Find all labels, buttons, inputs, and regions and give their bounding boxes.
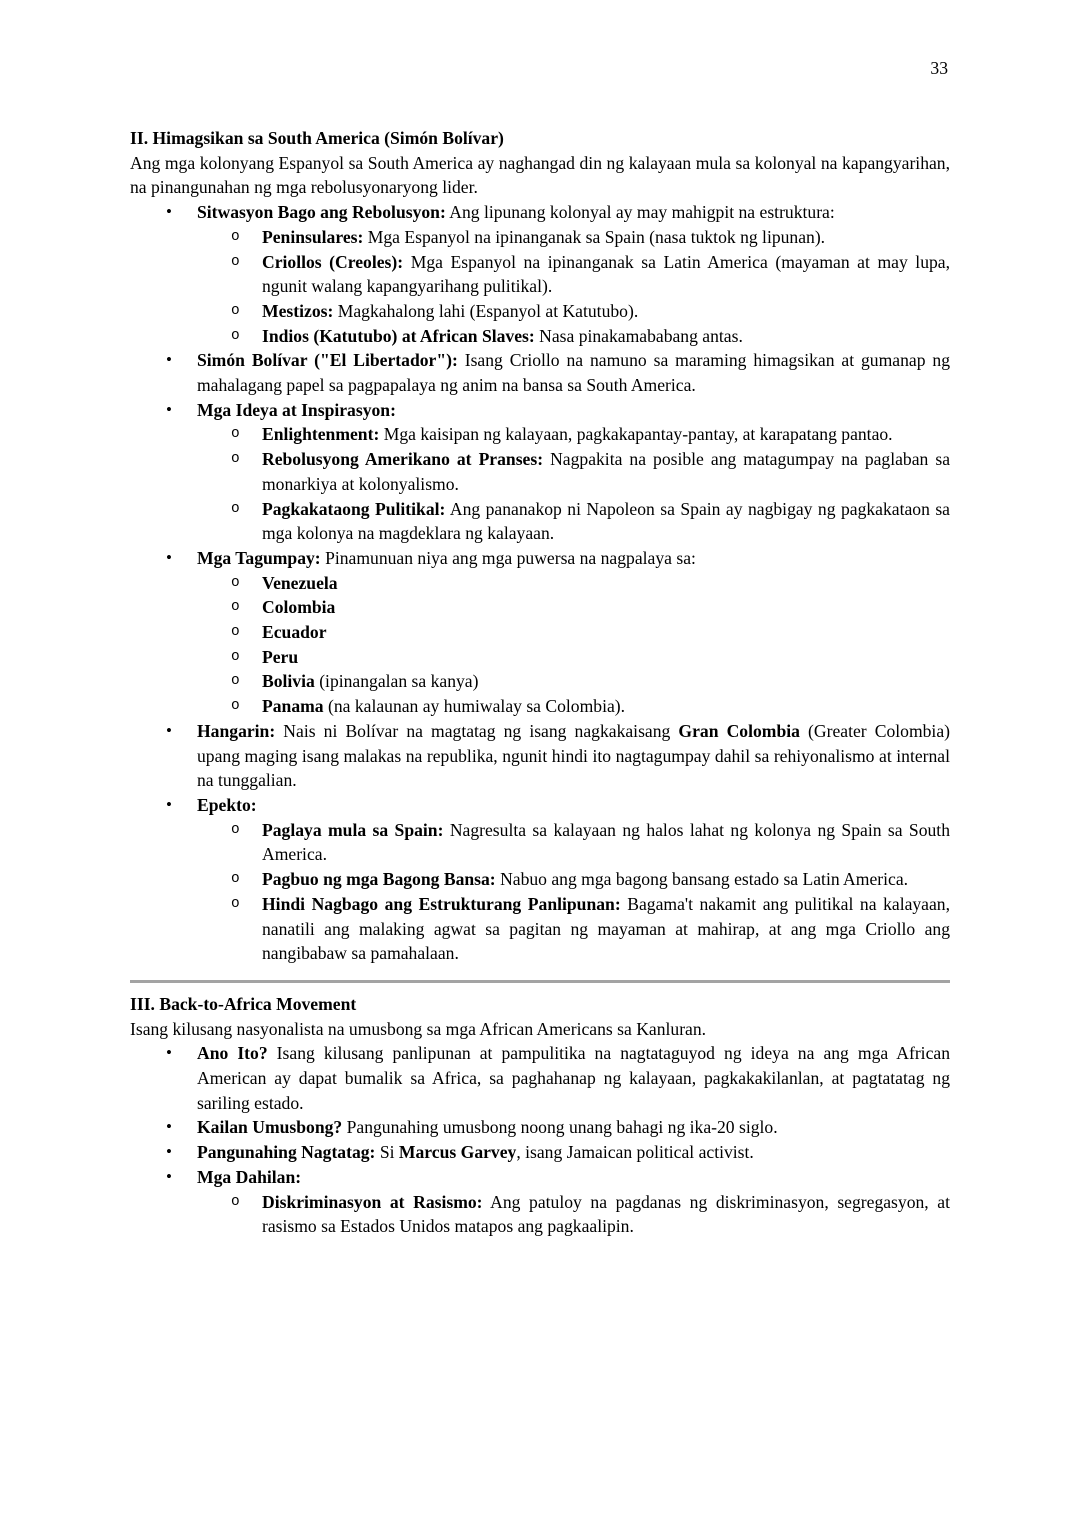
list-item xyxy=(130,1041,950,1115)
regular-text-segment: Isang Criollo na namuno sa maraming himagsikan at gumanap ng mahalagang papel sa pagpapalaya ng anim na bansa sa South America. xyxy=(197,350,950,396)
bold-text-segment: Bolivia xyxy=(262,671,315,692)
list-item xyxy=(130,1140,950,1165)
regular-text-segment: Nabuo ang mga bagong bansang estado sa Latin America. xyxy=(495,869,909,890)
list-item-text xyxy=(262,250,950,299)
list-item xyxy=(130,645,950,670)
bullet-circle-icon: o xyxy=(231,302,240,319)
bold-text-segment: Pagkakataong Pulitikal: xyxy=(262,498,446,519)
list-item-text xyxy=(262,645,950,670)
bold-text-segment: Simón Bolívar ("El Libertador"): xyxy=(197,350,458,371)
regular-text-segment: Pangunahing umusbong noong unang bahagi ng ika-20 siglo. xyxy=(342,1117,778,1138)
bold-text-segment: Mga Ideya at Inspirasyon: xyxy=(197,399,396,420)
bold-text-segment: Ecuador xyxy=(262,622,327,643)
bold-text-segment: Enlightenment: xyxy=(262,424,380,445)
bullet-circle-icon: o xyxy=(231,624,240,641)
list-item-text xyxy=(197,200,950,225)
bullet-circle-icon: o xyxy=(231,574,240,591)
list-item xyxy=(130,818,950,867)
list-item-text xyxy=(197,1140,950,1165)
bold-text-segment: Pagbuo ng mga Bagong Bansa: xyxy=(262,869,496,890)
list-item xyxy=(130,398,950,423)
list-item xyxy=(130,546,950,571)
list-item xyxy=(130,299,950,324)
regular-text-segment: Bagama't nakamit ang pulitikal na kalayaan, nanatili ang malaking agwat sa pagitan ng mayaman at mahirap, at ang mga Criollo ang nangibabaw sa pamahalaan. xyxy=(262,893,950,964)
list-item xyxy=(130,497,950,546)
list-item xyxy=(130,250,950,299)
bullet-circle-icon: o xyxy=(231,871,240,888)
regular-text-segment: Ang pananakop ni Napoleon sa Spain ay nagbigay ng pagkakataon sa mga kolonya na magdeklara ng kalayaan. xyxy=(262,498,950,544)
list-item-text xyxy=(262,595,950,620)
regular-text-segment: (Greater Colombia) upang maging isang malakas na republika, ngunit hindi ito nagtagumpay dahil sa rehiyonalismo at internal na tunggalian. xyxy=(197,720,950,791)
bullet-circle-icon: o xyxy=(231,327,240,344)
bold-text-segment: Hindi Nagbago ang Estrukturang Panlipunan: xyxy=(262,893,621,914)
list-item xyxy=(130,892,950,966)
regular-text-segment: Si xyxy=(375,1142,399,1163)
list-item-text xyxy=(262,818,950,867)
list-item-text xyxy=(262,867,950,892)
bold-text-segment: Mga Tagumpay: xyxy=(197,547,321,568)
list-item-text xyxy=(197,1115,950,1140)
bullet-circle-icon: o xyxy=(231,599,240,616)
section-heading: III. Back-to-Africa Movement xyxy=(130,993,357,1014)
regular-text-segment: Nasa pinakamababang antas. xyxy=(534,325,743,346)
regular-text-segment: Nais ni Bolívar na magtatag ng isang nagkakaisang xyxy=(275,720,679,741)
list-item-text xyxy=(197,793,950,818)
bullet-circle-icon: o xyxy=(231,698,240,715)
bold-text-segment: Kailan Umusbong? xyxy=(197,1117,343,1138)
list-item xyxy=(130,348,950,397)
bullet-dot-icon: • xyxy=(166,1166,172,1186)
regular-text-segment: , isang Jamaican political activist. xyxy=(516,1142,754,1163)
list-item xyxy=(130,719,950,793)
bold-text-segment: Hangarin: xyxy=(197,720,276,741)
bullet-dot-icon: • xyxy=(166,794,172,814)
regular-text-segment: (ipinangalan sa kanya) xyxy=(314,671,479,692)
list-item xyxy=(130,669,950,694)
list-item-text xyxy=(197,719,950,793)
bold-text-segment: Sitwasyon Bago ang Rebolusyon: xyxy=(197,202,446,223)
bullet-circle-icon: o xyxy=(231,648,240,665)
bold-text-segment: Epekto: xyxy=(197,794,257,815)
bold-text-segment: Marcus Garvey xyxy=(398,1142,517,1163)
bold-text-segment: Ano Ito? xyxy=(197,1043,268,1064)
horizontal-divider xyxy=(130,980,950,983)
list-item xyxy=(130,595,950,620)
list-item-text xyxy=(262,1190,950,1239)
list-item-text xyxy=(262,620,950,645)
list-item-text xyxy=(262,497,950,546)
bold-text-segment: Mga Dahilan: xyxy=(197,1166,302,1187)
bold-text-segment: Pangunahing Nagtatag: xyxy=(197,1142,376,1163)
bullet-circle-icon: o xyxy=(231,500,240,517)
regular-text-segment: Isang kilusang panlipunan at pampulitika na nagtataguyod ng ideya na ang mga African American ay dapat bumalik sa Africa, sa paghahanap ng kalayaan, pagkakakilanlan, at pagtatatag ng sariling estado. xyxy=(197,1043,950,1113)
list-item-text xyxy=(197,1041,950,1115)
bold-text-segment: Peninsulares: xyxy=(262,226,364,247)
regular-text-segment: Nagresulta sa kalayaan ng halos lahat ng kolonya ng Spain sa South America. xyxy=(262,819,950,865)
list-item-text xyxy=(197,348,950,397)
list-item xyxy=(130,620,950,645)
list-item-text xyxy=(262,299,950,324)
list-item xyxy=(130,694,950,719)
regular-text-segment: Ang patuloy na pagdanas ng diskriminasyon, segregasyon, at rasismo sa Estados Unidos matapos ang pagkaalipin. xyxy=(262,1191,950,1237)
list-item xyxy=(130,793,950,818)
bold-text-segment: Diskriminasyon at Rasismo: xyxy=(262,1191,483,1212)
bullet-dot-icon: • xyxy=(166,350,172,370)
regular-text-segment: Mga kaisipan ng kalayaan, pagkakapantay-pantay, at karapatang pantao. xyxy=(379,424,893,445)
bold-text-segment: Rebolusyong Amerikano at Pranses: xyxy=(262,449,544,470)
bullet-circle-icon: o xyxy=(231,228,240,245)
list-item xyxy=(130,200,950,225)
bold-text-segment: Colombia xyxy=(262,597,336,618)
list-item xyxy=(130,324,950,349)
list-item xyxy=(130,571,950,596)
bullet-circle-icon: o xyxy=(231,451,240,468)
list-item-text xyxy=(262,571,950,596)
bullet-dot-icon: • xyxy=(166,202,172,222)
regular-text-segment: Nagpakita na posible ang matagumpay na paglaban sa monarkiya at kolonyalismo. xyxy=(262,449,950,494)
bullet-circle-icon: o xyxy=(231,821,240,838)
list-item xyxy=(130,422,950,447)
list-item-text xyxy=(262,892,950,966)
bullet-dot-icon: • xyxy=(166,720,172,740)
list-item xyxy=(130,1165,950,1190)
regular-text-segment: Pinamunuan niya ang mga puwersa na nagpalaya sa: xyxy=(320,547,696,568)
regular-text-segment: Magkahalong lahi (Espanyol at Katutubo). xyxy=(333,300,639,321)
list-item-text xyxy=(262,669,950,694)
regular-text-segment: Mga Espanyol na ipinanganak sa Latin America (mayaman at may lupa, ngunit walang kapangyarihang pulitikal). xyxy=(262,251,950,297)
list-item xyxy=(130,867,950,892)
bold-text-segment: Mestizos: xyxy=(262,300,334,321)
bold-text-segment: Indios (Katutubo) at African Slaves: xyxy=(262,325,535,346)
bullet-dot-icon: • xyxy=(166,1043,172,1063)
section-intro: Ang mga kolonyang Espanyol sa South America ay naghangad din ng kalayaan mula sa kolonyal na kapangyarihan, na pinangunahan ng mga rebolusyonaryong lider. xyxy=(130,152,950,198)
bullet-circle-icon: o xyxy=(231,1193,240,1210)
list-item-text xyxy=(262,324,950,349)
section-heading: II. Himagsikan sa South America (Simón Bolívar) xyxy=(130,128,504,148)
bullet-dot-icon: • xyxy=(166,547,172,567)
bold-text-segment: Paglaya mula sa Spain: xyxy=(262,819,444,840)
list-item xyxy=(130,1190,950,1239)
bullet-circle-icon: o xyxy=(231,426,240,443)
regular-text-segment: Ang lipunang kolonyal ay may mahigpit na estruktura: xyxy=(445,202,835,223)
regular-text-segment: Mga Espanyol na ipinanganak sa Spain (nasa tuktok ng lipunan). xyxy=(363,226,826,247)
document-body xyxy=(130,126,950,1239)
list-item xyxy=(130,1115,950,1140)
bold-text-segment: Gran Colombia xyxy=(678,720,800,741)
list-item-text xyxy=(197,546,950,571)
list-item xyxy=(130,447,950,496)
list-item-text xyxy=(197,398,950,423)
regular-text-segment: (na kalaunan ay humiwalay sa Colombia). xyxy=(323,696,626,717)
bullet-circle-icon: o xyxy=(231,895,240,912)
bullet-circle-icon: o xyxy=(231,253,240,270)
page-number: 33 xyxy=(930,58,948,78)
bullet-dot-icon: • xyxy=(166,1142,172,1162)
list-item-text xyxy=(262,422,950,447)
list-item-text xyxy=(262,447,950,496)
bullet-dot-icon: • xyxy=(166,399,172,419)
bold-text-segment: Criollos (Creoles): xyxy=(262,251,404,272)
list-item xyxy=(130,225,950,250)
bullet-dot-icon: • xyxy=(166,1117,172,1137)
list-item-text xyxy=(262,225,950,250)
bold-text-segment: Panama xyxy=(262,696,324,717)
list-item-text xyxy=(197,1165,950,1190)
section-intro: Isang kilusang nasyonalista na umusbong sa mga African Americans sa Kanluran. xyxy=(130,1018,707,1039)
list-item-text xyxy=(262,694,950,719)
bullet-circle-icon: o xyxy=(231,673,240,690)
bold-text-segment: Venezuela xyxy=(262,572,338,593)
bold-text-segment: Peru xyxy=(262,646,299,667)
